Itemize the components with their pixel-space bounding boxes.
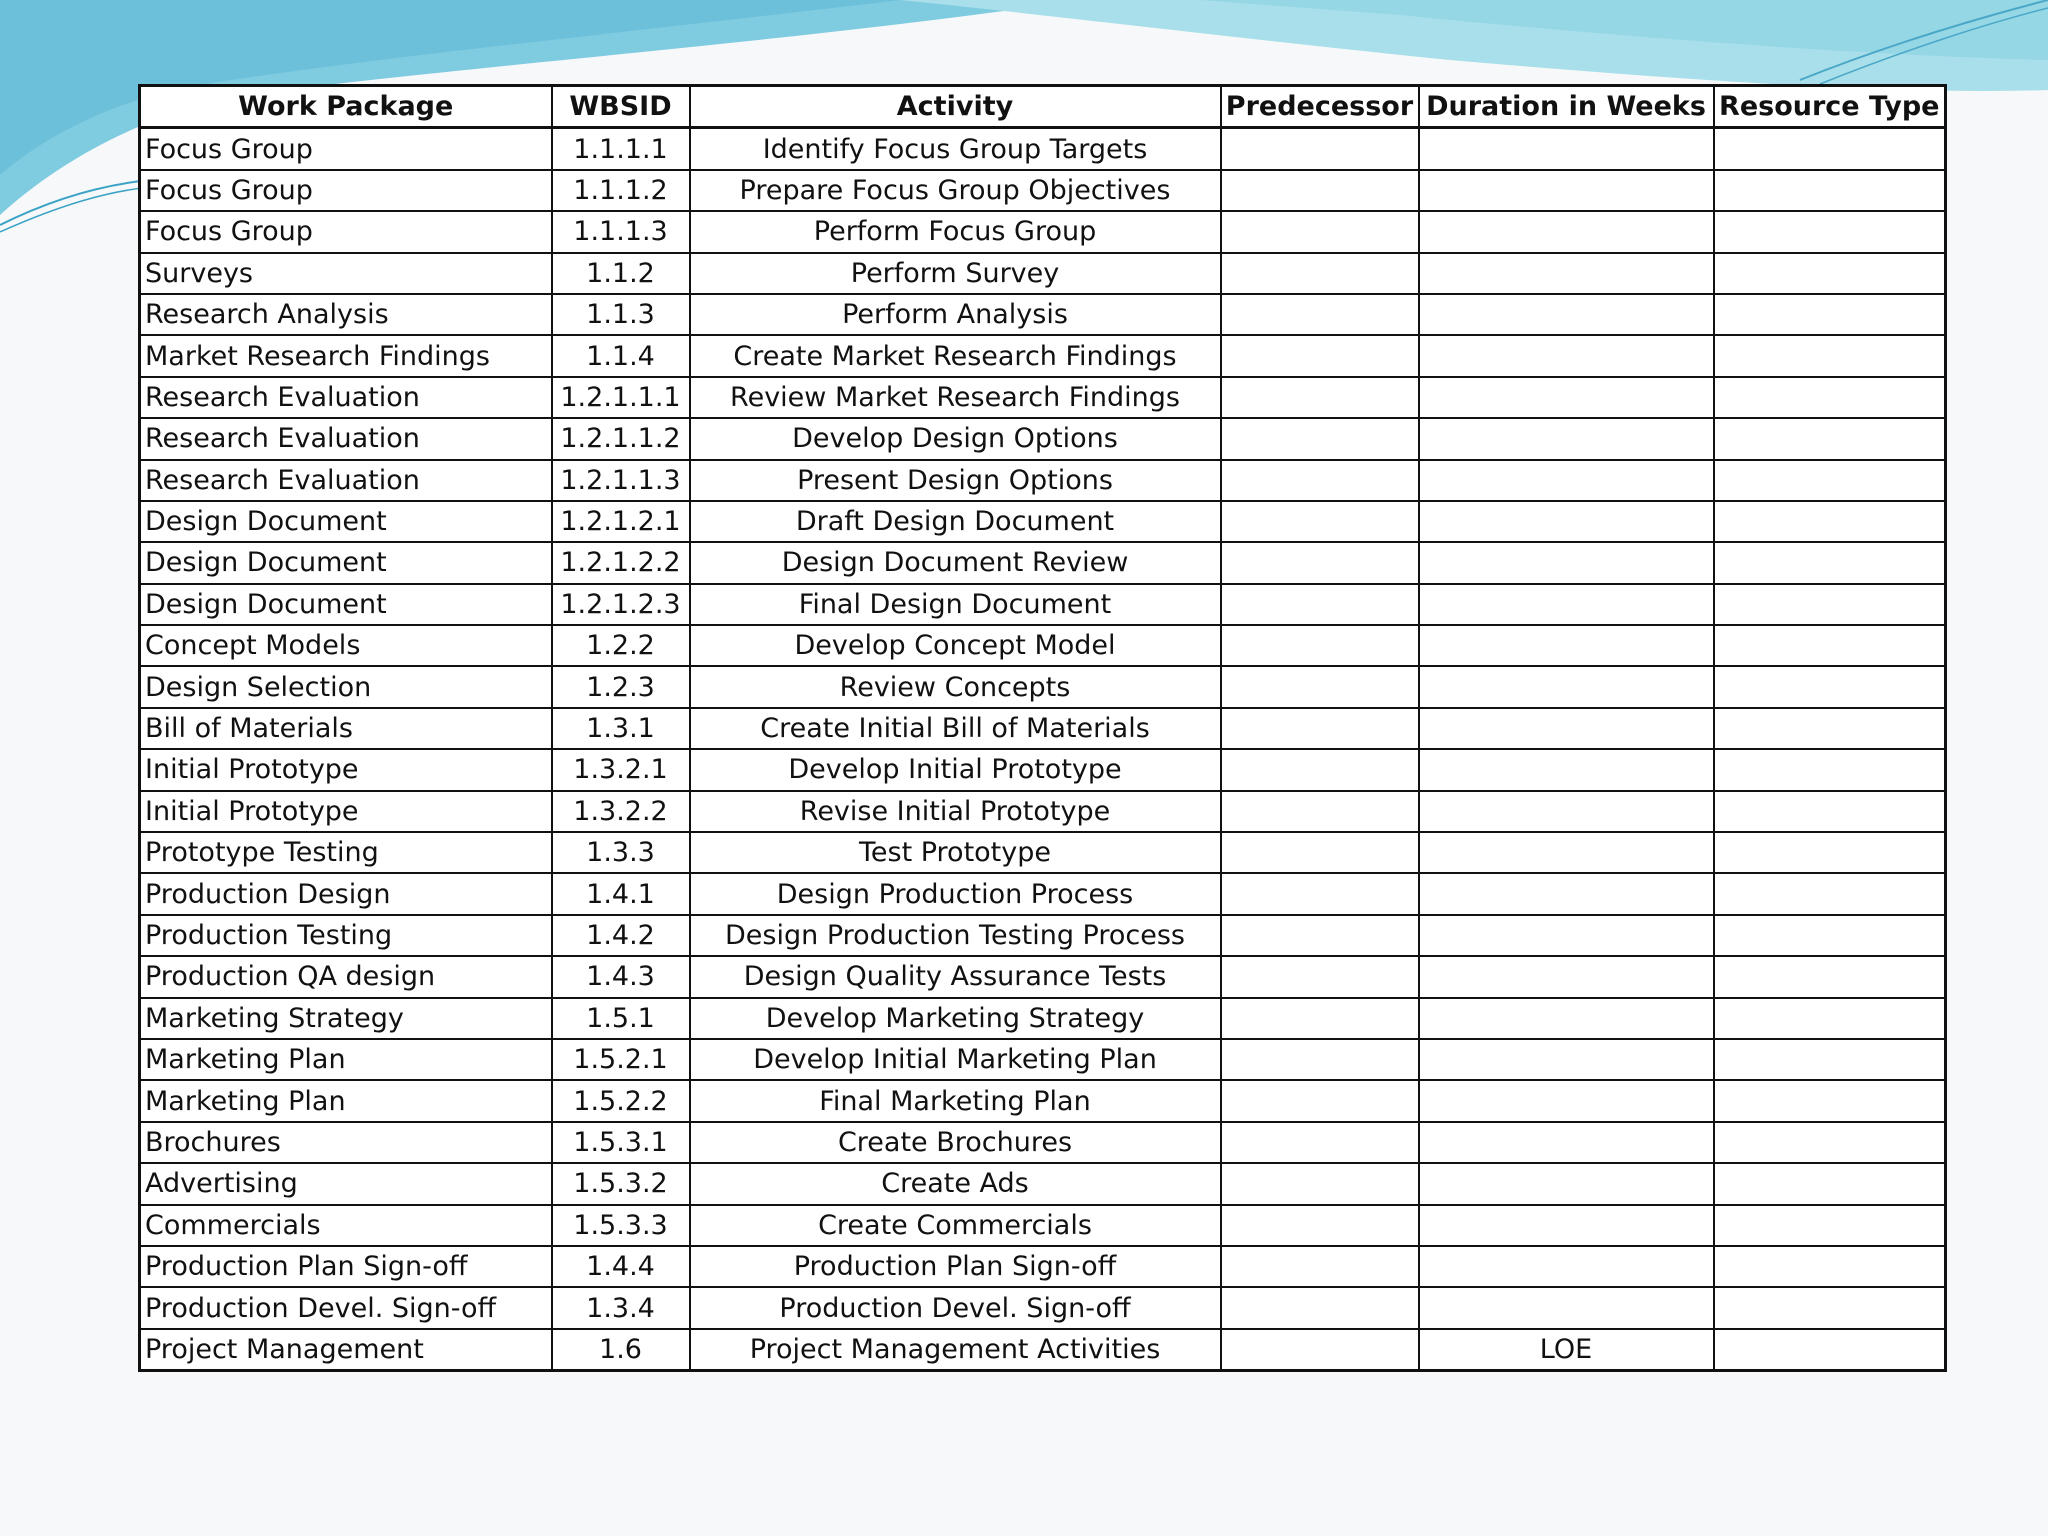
resource-type-cell xyxy=(1714,584,1946,625)
work-package-cell: Focus Group xyxy=(140,170,552,211)
resource-type-cell xyxy=(1714,211,1946,252)
predecessor-cell xyxy=(1221,377,1419,418)
duration-cell xyxy=(1419,708,1714,749)
work-package-cell: Research Evaluation xyxy=(140,418,552,459)
work-package-cell: Research Analysis xyxy=(140,294,552,335)
resource-type-cell xyxy=(1714,956,1946,997)
wbsid-cell: 1.5.1 xyxy=(552,998,690,1039)
resource-type-cell xyxy=(1714,253,1946,294)
header-activity: Activity xyxy=(690,86,1221,128)
wbsid-cell: 1.5.2.2 xyxy=(552,1080,690,1121)
wbsid-cell: 1.5.2.1 xyxy=(552,1039,690,1080)
predecessor-cell xyxy=(1221,1205,1419,1246)
resource-type-cell xyxy=(1714,1329,1946,1371)
predecessor-cell xyxy=(1221,1329,1419,1371)
work-package-cell: Research Evaluation xyxy=(140,377,552,418)
table-row xyxy=(140,253,1946,294)
table-row xyxy=(140,1039,1946,1080)
table-row xyxy=(140,1163,1946,1204)
predecessor-cell xyxy=(1221,749,1419,790)
wbsid-cell: 1.1.1.3 xyxy=(552,211,690,252)
wbsid-cell: 1.1.3 xyxy=(552,294,690,335)
wbs-activity-table xyxy=(138,84,1947,1372)
table-row xyxy=(140,998,1946,1039)
activity-cell: Final Design Document xyxy=(690,584,1221,625)
activity-cell: Design Production Testing Process xyxy=(690,915,1221,956)
predecessor-cell xyxy=(1221,170,1419,211)
table-row xyxy=(140,1122,1946,1163)
activity-cell: Design Document Review xyxy=(690,542,1221,583)
wbsid-cell: 1.2.2 xyxy=(552,625,690,666)
predecessor-cell xyxy=(1221,666,1419,707)
activity-cell: Perform Analysis xyxy=(690,294,1221,335)
resource-type-cell xyxy=(1714,1287,1946,1328)
predecessor-cell xyxy=(1221,253,1419,294)
wbsid-cell: 1.1.1.1 xyxy=(552,128,690,170)
wbsid-cell: 1.5.3.1 xyxy=(552,1122,690,1163)
wbsid-cell: 1.1.4 xyxy=(552,335,690,376)
predecessor-cell xyxy=(1221,998,1419,1039)
table-row xyxy=(140,791,1946,832)
duration-cell xyxy=(1419,1080,1714,1121)
wbsid-cell: 1.5.3.2 xyxy=(552,1163,690,1204)
predecessor-cell xyxy=(1221,1163,1419,1204)
duration-cell xyxy=(1419,584,1714,625)
work-package-cell: Initial Prototype xyxy=(140,791,552,832)
activity-cell: Develop Design Options xyxy=(690,418,1221,459)
work-package-cell: Production Devel. Sign-off xyxy=(140,1287,552,1328)
table-row xyxy=(140,1080,1946,1121)
activity-cell: Create Market Research Findings xyxy=(690,335,1221,376)
predecessor-cell xyxy=(1221,294,1419,335)
predecessor-cell xyxy=(1221,584,1419,625)
resource-type-cell xyxy=(1714,294,1946,335)
duration-cell xyxy=(1419,873,1714,914)
wbsid-cell: 1.3.3 xyxy=(552,832,690,873)
work-package-cell: Market Research Findings xyxy=(140,335,552,376)
activity-cell: Develop Initial Marketing Plan xyxy=(690,1039,1221,1080)
header-predecessor: Predecessor xyxy=(1221,86,1419,128)
work-package-cell: Production Design xyxy=(140,873,552,914)
work-package-cell: Design Document xyxy=(140,542,552,583)
work-package-cell: Design Selection xyxy=(140,666,552,707)
resource-type-cell xyxy=(1714,1039,1946,1080)
work-package-cell: Design Document xyxy=(140,584,552,625)
work-package-cell: Design Document xyxy=(140,501,552,542)
activity-cell: Production Plan Sign-off xyxy=(690,1246,1221,1287)
resource-type-cell xyxy=(1714,418,1946,459)
duration-cell xyxy=(1419,915,1714,956)
resource-type-cell xyxy=(1714,501,1946,542)
duration-cell xyxy=(1419,1205,1714,1246)
resource-type-cell xyxy=(1714,377,1946,418)
duration-cell xyxy=(1419,294,1714,335)
duration-cell xyxy=(1419,832,1714,873)
predecessor-cell xyxy=(1221,501,1419,542)
predecessor-cell xyxy=(1221,128,1419,170)
work-package-cell: Marketing Strategy xyxy=(140,998,552,1039)
duration-cell xyxy=(1419,1039,1714,1080)
resource-type-cell xyxy=(1714,170,1946,211)
wbsid-cell: 1.6 xyxy=(552,1329,690,1371)
predecessor-cell xyxy=(1221,708,1419,749)
activity-cell: Design Quality Assurance Tests xyxy=(690,956,1221,997)
table-row xyxy=(140,749,1946,790)
duration-cell xyxy=(1419,625,1714,666)
activity-cell: Develop Marketing Strategy xyxy=(690,998,1221,1039)
resource-type-cell xyxy=(1714,749,1946,790)
activity-cell: Create Brochures xyxy=(690,1122,1221,1163)
activity-cell: Create Initial Bill of Materials xyxy=(690,708,1221,749)
wbsid-cell: 1.2.1.1.2 xyxy=(552,418,690,459)
duration-cell xyxy=(1419,418,1714,459)
table-row xyxy=(140,832,1946,873)
duration-cell xyxy=(1419,791,1714,832)
resource-type-cell xyxy=(1714,873,1946,914)
table-row xyxy=(140,501,1946,542)
work-package-cell: Prototype Testing xyxy=(140,832,552,873)
predecessor-cell xyxy=(1221,873,1419,914)
header-resource-type: Resource Type xyxy=(1714,86,1946,128)
predecessor-cell xyxy=(1221,335,1419,376)
wbsid-cell: 1.2.3 xyxy=(552,666,690,707)
activity-cell: Develop Concept Model xyxy=(690,625,1221,666)
resource-type-cell xyxy=(1714,791,1946,832)
work-package-cell: Focus Group xyxy=(140,128,552,170)
table-header-row xyxy=(140,86,1946,128)
wbsid-cell: 1.1.2 xyxy=(552,253,690,294)
predecessor-cell xyxy=(1221,625,1419,666)
activity-cell: Test Prototype xyxy=(690,832,1221,873)
table-row xyxy=(140,377,1946,418)
table-body xyxy=(140,128,1946,1371)
work-package-cell: Surveys xyxy=(140,253,552,294)
wbsid-cell: 1.2.1.1.1 xyxy=(552,377,690,418)
table-row xyxy=(140,1329,1946,1371)
duration-cell xyxy=(1419,211,1714,252)
resource-type-cell xyxy=(1714,998,1946,1039)
work-package-cell: Marketing Plan xyxy=(140,1039,552,1080)
activity-cell: Final Marketing Plan xyxy=(690,1080,1221,1121)
predecessor-cell xyxy=(1221,542,1419,583)
wbsid-cell: 1.4.2 xyxy=(552,915,690,956)
work-package-cell: Production Plan Sign-off xyxy=(140,1246,552,1287)
work-package-cell: Production QA design xyxy=(140,956,552,997)
work-package-cell: Concept Models xyxy=(140,625,552,666)
predecessor-cell xyxy=(1221,1246,1419,1287)
work-package-cell: Research Evaluation xyxy=(140,460,552,501)
duration-cell xyxy=(1419,335,1714,376)
duration-cell xyxy=(1419,1163,1714,1204)
table-row xyxy=(140,335,1946,376)
activity-cell: Create Commercials xyxy=(690,1205,1221,1246)
wbsid-cell: 1.2.1.2.3 xyxy=(552,584,690,625)
resource-type-cell xyxy=(1714,335,1946,376)
table-row xyxy=(140,625,1946,666)
resource-type-cell xyxy=(1714,1080,1946,1121)
predecessor-cell xyxy=(1221,1287,1419,1328)
resource-type-cell xyxy=(1714,1205,1946,1246)
duration-cell xyxy=(1419,956,1714,997)
resource-type-cell xyxy=(1714,915,1946,956)
table-row xyxy=(140,584,1946,625)
predecessor-cell xyxy=(1221,915,1419,956)
activity-cell: Present Design Options xyxy=(690,460,1221,501)
table-row xyxy=(140,1287,1946,1328)
duration-cell xyxy=(1419,501,1714,542)
work-package-cell: Brochures xyxy=(140,1122,552,1163)
duration-cell xyxy=(1419,749,1714,790)
resource-type-cell xyxy=(1714,832,1946,873)
resource-type-cell xyxy=(1714,1163,1946,1204)
table-row xyxy=(140,956,1946,997)
work-package-cell: Marketing Plan xyxy=(140,1080,552,1121)
wbsid-cell: 1.4.1 xyxy=(552,873,690,914)
predecessor-cell xyxy=(1221,832,1419,873)
header-wbsid: WBSID xyxy=(552,86,690,128)
resource-type-cell xyxy=(1714,460,1946,501)
activity-cell: Prepare Focus Group Objectives xyxy=(690,170,1221,211)
resource-type-cell xyxy=(1714,625,1946,666)
activity-cell: Design Production Process xyxy=(690,873,1221,914)
wbsid-cell: 1.2.1.2.2 xyxy=(552,542,690,583)
table-row xyxy=(140,128,1946,170)
duration-cell xyxy=(1419,666,1714,707)
table-row xyxy=(140,460,1946,501)
activity-cell: Perform Survey xyxy=(690,253,1221,294)
resource-type-cell xyxy=(1714,666,1946,707)
wbsid-cell: 1.3.1 xyxy=(552,708,690,749)
activity-cell: Perform Focus Group xyxy=(690,211,1221,252)
table-row xyxy=(140,418,1946,459)
predecessor-cell xyxy=(1221,211,1419,252)
wbsid-cell: 1.4.4 xyxy=(552,1246,690,1287)
header-duration: Duration in Weeks xyxy=(1419,86,1714,128)
duration-cell xyxy=(1419,377,1714,418)
activity-cell: Project Management Activities xyxy=(690,1329,1221,1371)
resource-type-cell xyxy=(1714,1246,1946,1287)
wbsid-cell: 1.2.1.2.1 xyxy=(552,501,690,542)
work-package-cell: Commercials xyxy=(140,1205,552,1246)
duration-cell: LOE xyxy=(1419,1329,1714,1371)
activity-cell: Review Concepts xyxy=(690,666,1221,707)
duration-cell xyxy=(1419,253,1714,294)
predecessor-cell xyxy=(1221,1080,1419,1121)
resource-type-cell xyxy=(1714,708,1946,749)
predecessor-cell xyxy=(1221,418,1419,459)
header-work-package: Work Package xyxy=(140,86,552,128)
predecessor-cell xyxy=(1221,791,1419,832)
activity-cell: Identify Focus Group Targets xyxy=(690,128,1221,170)
table-row xyxy=(140,873,1946,914)
table-row xyxy=(140,211,1946,252)
duration-cell xyxy=(1419,460,1714,501)
resource-type-cell xyxy=(1714,128,1946,170)
duration-cell xyxy=(1419,1122,1714,1163)
duration-cell xyxy=(1419,998,1714,1039)
activity-cell: Review Market Research Findings xyxy=(690,377,1221,418)
predecessor-cell xyxy=(1221,460,1419,501)
work-package-cell: Focus Group xyxy=(140,211,552,252)
table-row xyxy=(140,1205,1946,1246)
duration-cell xyxy=(1419,1246,1714,1287)
activity-cell: Production Devel. Sign-off xyxy=(690,1287,1221,1328)
table-row xyxy=(140,542,1946,583)
table-row xyxy=(140,708,1946,749)
duration-cell xyxy=(1419,542,1714,583)
work-package-cell: Project Management xyxy=(140,1329,552,1371)
resource-type-cell xyxy=(1714,1122,1946,1163)
activity-cell: Create Ads xyxy=(690,1163,1221,1204)
duration-cell xyxy=(1419,170,1714,211)
table-row xyxy=(140,1246,1946,1287)
wbsid-cell: 1.2.1.1.3 xyxy=(552,460,690,501)
wbsid-cell: 1.1.1.2 xyxy=(552,170,690,211)
resource-type-cell xyxy=(1714,542,1946,583)
wbsid-cell: 1.3.2.1 xyxy=(552,749,690,790)
predecessor-cell xyxy=(1221,1122,1419,1163)
wbsid-cell: 1.3.2.2 xyxy=(552,791,690,832)
predecessor-cell xyxy=(1221,956,1419,997)
table-row xyxy=(140,915,1946,956)
work-package-cell: Bill of Materials xyxy=(140,708,552,749)
activity-cell: Draft Design Document xyxy=(690,501,1221,542)
work-package-cell: Advertising xyxy=(140,1163,552,1204)
activity-cell: Develop Initial Prototype xyxy=(690,749,1221,790)
activity-cell: Revise Initial Prototype xyxy=(690,791,1221,832)
wbsid-cell: 1.3.4 xyxy=(552,1287,690,1328)
duration-cell xyxy=(1419,128,1714,170)
duration-cell xyxy=(1419,1287,1714,1328)
work-package-cell: Initial Prototype xyxy=(140,749,552,790)
table-row xyxy=(140,666,1946,707)
work-package-cell: Production Testing xyxy=(140,915,552,956)
wbsid-cell: 1.5.3.3 xyxy=(552,1205,690,1246)
table-row xyxy=(140,294,1946,335)
predecessor-cell xyxy=(1221,1039,1419,1080)
wbsid-cell: 1.4.3 xyxy=(552,956,690,997)
table-row xyxy=(140,170,1946,211)
